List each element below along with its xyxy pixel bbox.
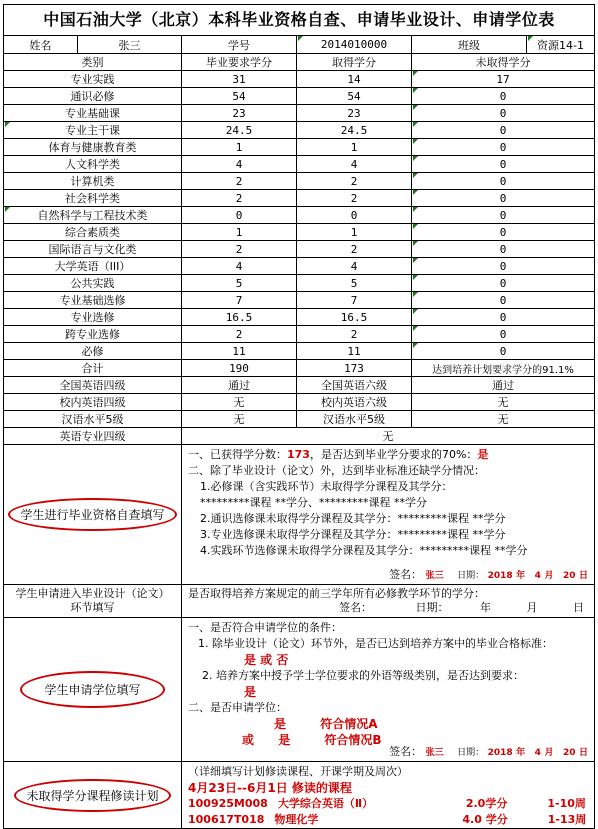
english-exam-label: 校内英语四级: [4, 394, 182, 410]
total-label: 合计: [4, 360, 182, 376]
self-check-content: [182, 445, 594, 584]
name-label: 姓名: [4, 36, 78, 53]
credit-category: 必修: [4, 343, 182, 359]
course-name: 物理化学: [274, 813, 319, 826]
english-exam-result: 无: [497, 413, 509, 426]
credit-row: [4, 241, 594, 258]
credit-earned: 11: [297, 343, 412, 359]
total-note: 达到培养计划要求学分的91.1%: [432, 364, 574, 376]
credits-header-row: [4, 54, 594, 71]
credit-earned: 1: [297, 139, 412, 155]
class-label: 班级: [412, 36, 527, 53]
degree-application-label: 学生申请学位填写: [20, 671, 164, 708]
credit-row: [4, 105, 594, 122]
credit-row: [4, 173, 594, 190]
credit-missing: 0: [412, 207, 594, 223]
credit-missing: 0: [412, 190, 594, 206]
date-year-unit: 年: [516, 571, 526, 581]
credit-rows: [4, 71, 594, 360]
credit-required: 7: [182, 292, 297, 308]
credit-missing: 0: [412, 258, 594, 274]
course-plan-item: [188, 796, 594, 812]
course-code: 100617T018: [188, 813, 265, 826]
signature-label: 签名：: [389, 745, 423, 758]
credit-required: 54: [182, 88, 297, 104]
earned-credits-prefix: 一、已获得学分数：: [188, 448, 287, 461]
credit-category: 国际语言与文化类: [4, 241, 182, 257]
credit-category: 社会科学类: [4, 190, 182, 206]
credit-row: [4, 309, 594, 326]
self-check-label-cell: [4, 445, 182, 584]
english-level-row: [4, 411, 594, 428]
credit-row: [4, 139, 594, 156]
course-code: 100925M008: [188, 797, 268, 810]
id-value: 2014010000: [297, 36, 412, 53]
credit-required: 4: [182, 156, 297, 172]
graduation-standard-question: 1. 除毕业设计（论文）环节外，是否已达到培养方案中的毕业合格标准：: [198, 637, 553, 650]
header-category: 类别: [4, 54, 182, 70]
date-month-unit: 月: [526, 601, 538, 614]
course-list: [188, 796, 594, 828]
credit-missing: 17: [412, 71, 594, 87]
credit-row: [4, 190, 594, 207]
earned-credits-question: ，是否达到毕业学分要求的70%：: [309, 448, 478, 461]
apply-option-a-label: 符合情况A: [320, 717, 378, 731]
practice-elective-line: 4.实践环节选修课未取得学分课程及其学分：*********课程 **学分: [200, 544, 528, 557]
date-day-unit: 日: [578, 571, 588, 581]
self-check-label: 学生进行毕业资格自查填写: [8, 498, 176, 531]
credit-category: 公共实践: [4, 275, 182, 291]
credit-row: [4, 156, 594, 173]
credit-category: 通识必修: [4, 88, 182, 104]
apply-option-b-label: 符合情况B: [324, 733, 382, 747]
course-weeks: 1-13周: [547, 813, 587, 826]
credit-required: 2: [182, 173, 297, 189]
signature-label: 签名：: [339, 601, 372, 614]
credit-earned: 16.5: [297, 309, 412, 325]
credit-required: 0: [182, 207, 297, 223]
design-application-label: 学生申请进入毕业设计（论文）环节填写: [4, 585, 182, 617]
credit-missing: 0: [412, 309, 594, 325]
credit-earned: 14: [297, 71, 412, 87]
credit-category: 专业主干课: [4, 122, 182, 138]
total-earned: 173: [297, 360, 412, 376]
credit-row: [4, 88, 594, 105]
credit-category: 计算机类: [4, 173, 182, 189]
credit-missing: 0: [412, 88, 594, 104]
date-label: 日期：: [457, 571, 485, 581]
general-elective-line: 2.通识选修课未取得学分课程及其学分：*********课程 **学分: [200, 512, 506, 525]
credit-earned: 7: [297, 292, 412, 308]
course-plan-period: 4月23日--6月1日 修读的课程: [188, 781, 352, 795]
credit-missing: 0: [412, 241, 594, 257]
date-day-unit: 日: [573, 601, 584, 614]
credit-row: [4, 275, 594, 292]
apply-option-a: [188, 716, 594, 732]
credit-earned: 0: [297, 207, 412, 223]
major-english-row: [4, 428, 594, 445]
credit-earned: 24.5: [297, 122, 412, 138]
credit-required: 2: [182, 241, 297, 257]
credit-category: 大学英语（III）: [4, 258, 182, 274]
self-check-section: [4, 445, 594, 585]
course-plan-item: [188, 812, 594, 828]
english-rows: [4, 377, 594, 428]
english-exam-result: 通过: [492, 379, 514, 392]
design-application-section: [4, 585, 594, 618]
id-label: 学号: [182, 36, 297, 53]
date-month: 4: [534, 748, 541, 758]
credit-required: 4: [182, 258, 297, 274]
signature-label: 签名：: [389, 568, 423, 581]
design-application-content: [182, 585, 594, 617]
credit-earned: 2: [297, 241, 412, 257]
credit-row: [4, 326, 594, 343]
total-row: [4, 360, 594, 377]
apply-option-b-answer: 是: [278, 733, 291, 747]
credit-category: 专业实践: [4, 71, 182, 87]
apply-degree-heading: 二、是否申请学位：: [188, 701, 287, 714]
credit-missing: 0: [412, 139, 594, 155]
credit-earned: 54: [297, 88, 412, 104]
course-plan-instruction: （详细填写计划修读课程、开课学期及周次）: [188, 765, 408, 778]
course-plan-content: [182, 762, 594, 828]
required-missing-line: 1.必修课（含实践环节）未取得学分课程及其学分：: [200, 480, 453, 493]
earned-credits-value: 173: [287, 448, 310, 461]
credit-earned: 23: [297, 105, 412, 121]
credit-required: 1: [182, 139, 297, 155]
credit-category: 专业选修: [4, 309, 182, 325]
credit-missing: 0: [412, 122, 594, 138]
credit-row: [4, 71, 594, 88]
self-check-signature: [389, 566, 588, 582]
credit-required: 5: [182, 275, 297, 291]
name-value: 张三: [78, 36, 182, 53]
credit-row: [4, 224, 594, 241]
english-level-row: [4, 377, 594, 394]
credit-missing: 0: [412, 105, 594, 121]
course-name: 大学综合英语（Ⅱ）: [277, 797, 374, 810]
credit-row: [4, 258, 594, 275]
credit-required: 16.5: [182, 309, 297, 325]
credit-earned: 5: [297, 275, 412, 291]
major-english-value: 无: [382, 430, 394, 443]
credit-required: 31: [182, 71, 297, 87]
course-credits: 4.0 学分: [462, 813, 508, 826]
date-year: 2018: [487, 748, 513, 758]
credit-required: 11: [182, 343, 297, 359]
credit-row: [4, 122, 594, 139]
date-day: 20: [562, 748, 576, 758]
credit-row: [4, 343, 594, 360]
date-month-unit: 月: [544, 748, 554, 758]
degree-application-section: [4, 618, 594, 762]
credit-missing: 0: [412, 224, 594, 240]
student-info-row: [4, 36, 594, 54]
credit-earned: 2: [297, 173, 412, 189]
english-exam-result: 通过: [182, 377, 297, 393]
date-day: 20: [562, 571, 576, 581]
credit-missing: 0: [412, 326, 594, 342]
credit-required: 2: [182, 190, 297, 206]
course-weeks: 1-10周: [547, 797, 586, 810]
total-required: 190: [182, 360, 297, 376]
credit-category: 专业基础课: [4, 105, 182, 121]
degree-application-label-cell: [4, 618, 182, 761]
application-form: [3, 4, 595, 829]
date-label: 日期：: [457, 748, 485, 758]
english-exam-label: 全国英语六级: [297, 377, 412, 393]
english-level-row: [4, 394, 594, 411]
credit-category: 综合素质类: [4, 224, 182, 240]
course-plan-label-cell: [4, 762, 182, 828]
credit-category: 专业基础选修: [4, 292, 182, 308]
english-exam-label: 汉语水平5级: [4, 411, 182, 427]
earned-credits-answer: 是: [477, 448, 489, 461]
course-plan-label: 未取得学分课程修读计划: [14, 779, 170, 812]
english-exam-result: 无: [182, 394, 297, 410]
degree-application-signature: [389, 743, 588, 759]
date-day-unit: 日: [578, 748, 588, 758]
credit-required: 2: [182, 326, 297, 342]
class-value: 资源14-1: [527, 36, 594, 53]
credit-missing: 0: [412, 343, 594, 359]
date-year-unit: 年: [516, 748, 526, 758]
credit-category: 跨专业选修: [4, 326, 182, 342]
credit-required: 23: [182, 105, 297, 121]
header-missing: 未取得学分: [475, 56, 531, 69]
credit-missing: 0: [412, 156, 594, 172]
apply-option-a-answer: 是: [274, 717, 287, 731]
english-exam-label: 汉语水平5级: [297, 411, 412, 427]
credit-category: 人文科学类: [4, 156, 182, 172]
degree-application-content: [182, 618, 594, 761]
credit-row: [4, 292, 594, 309]
date-month-unit: 月: [544, 571, 554, 581]
form-title: 中国石油大学（北京）本科毕业资格自查、申请毕业设计、申请学位表: [4, 5, 594, 36]
credit-earned: 2: [297, 190, 412, 206]
date-year-unit: 年: [480, 601, 491, 614]
credit-earned: 4: [297, 258, 412, 274]
credit-earned: 1: [297, 224, 412, 240]
language-requirement-answer: 是: [244, 685, 257, 699]
date-label: 日期：: [415, 601, 449, 614]
date-year: 2018: [487, 571, 513, 581]
header-required: 毕业要求学分: [182, 54, 297, 70]
credit-category: 自然科学与工程技术类: [4, 207, 182, 223]
signature-name: 张三: [425, 748, 444, 758]
course-plan-section: [4, 762, 594, 828]
degree-condition-heading: 一、是否符合申请学位的条件：: [188, 621, 342, 634]
design-application-signature: [339, 599, 584, 615]
credit-category: 体育与健康教育类: [4, 139, 182, 155]
english-exam-result: 无: [497, 396, 509, 409]
credit-earned: 2: [297, 326, 412, 342]
credit-missing: 0: [412, 173, 594, 189]
missing-credits-line: 二、除了毕业设计（论文）外，达到毕业标准还缺学分情况：: [188, 464, 485, 477]
credit-row: [4, 207, 594, 224]
date-month: 4: [534, 571, 541, 581]
course-credits: 2.0学分: [465, 797, 508, 810]
credit-earned: 4: [297, 156, 412, 172]
required-missing-detail: *********课程 **学分、*********课程 **学分: [200, 496, 427, 509]
english-exam-result: 无: [182, 411, 297, 427]
header-earned: 取得学分: [297, 54, 412, 70]
graduation-standard-answer: 是 或 否: [244, 653, 289, 667]
design-application-question: 是否取得培养方案规定的前三学年所有必修教学环节的学分：: [188, 587, 485, 600]
language-requirement-question: 2. 培养方案中授予学士学位要求的外语等级类别，是否达到要求：: [202, 669, 524, 682]
apply-option-b-or: 或: [242, 733, 255, 747]
earned-credits-line: [188, 447, 594, 463]
credit-required: 24.5: [182, 122, 297, 138]
credit-missing: 0: [412, 292, 594, 308]
major-english-label: 英语专业四级: [4, 428, 182, 444]
major-elective-line: 3.专业选修课未取得学分课程及其学分：*********课程 **学分: [200, 528, 506, 541]
english-exam-label: 校内英语六级: [297, 394, 412, 410]
credit-required: 1: [182, 224, 297, 240]
english-exam-label: 全国英语四级: [4, 377, 182, 393]
credit-missing: 0: [412, 275, 594, 291]
signature-name: 张三: [425, 571, 444, 581]
